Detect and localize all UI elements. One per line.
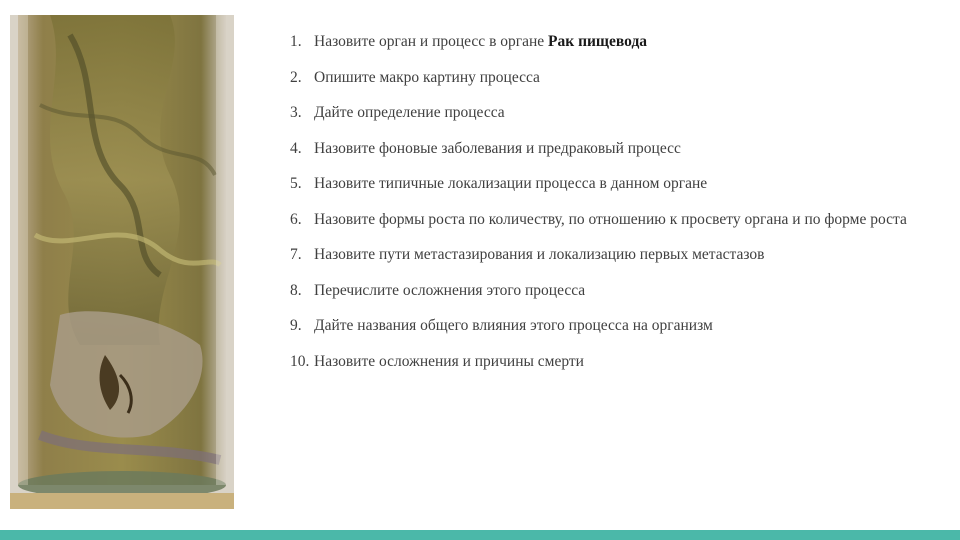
- specimen-jar-photo: [10, 15, 234, 509]
- question-number: 4.: [290, 139, 302, 157]
- question-text: Назовите типичные локализации процесса в данном органе: [314, 175, 708, 192]
- question-bold-term: Рак пищевода: [548, 33, 648, 50]
- question-item: [290, 175, 930, 194]
- question-text: Перечислите осложнения этого процесса: [314, 281, 586, 299]
- question-item: [290, 33, 930, 52]
- question-text: Назовите осложнения и причины смерти: [314, 352, 584, 370]
- question-item: [290, 69, 930, 88]
- question-item: [290, 246, 930, 265]
- question-item: [290, 317, 930, 336]
- question-number: 7.: [290, 246, 302, 263]
- question-list: [290, 33, 930, 388]
- question-item: [290, 353, 930, 372]
- question-text: Дайте определение процесса: [314, 104, 505, 121]
- question-text: Назовите орган и процесс в органе: [314, 33, 549, 50]
- question-number: 9.: [290, 317, 302, 334]
- question-number: 8.: [290, 281, 302, 299]
- question-number: 1.: [290, 33, 302, 50]
- question-item: [290, 104, 930, 123]
- question-text: Дайте названия общего влияния этого процесса на организм: [314, 317, 713, 334]
- question-item: [290, 211, 930, 230]
- question-number: 6.: [290, 210, 302, 228]
- question-number: 2.: [290, 68, 302, 86]
- question-number: 10.: [290, 352, 310, 370]
- question-text: Опишите макро картину процесса: [314, 68, 540, 86]
- question-item: [290, 282, 930, 301]
- question-text: Назовите формы роста по количеству, по отношению к просвету органа и по форме роста: [314, 210, 907, 228]
- question-item: [290, 140, 930, 159]
- footer-accent-bar: [0, 530, 960, 540]
- question-text: Назовите пути метастазирования и локализацию первых метастазов: [314, 246, 765, 263]
- question-number: 5.: [290, 175, 302, 192]
- question-text: Назовите фоновые заболевания и предраковый процесс: [314, 139, 681, 157]
- question-number: 3.: [290, 104, 302, 121]
